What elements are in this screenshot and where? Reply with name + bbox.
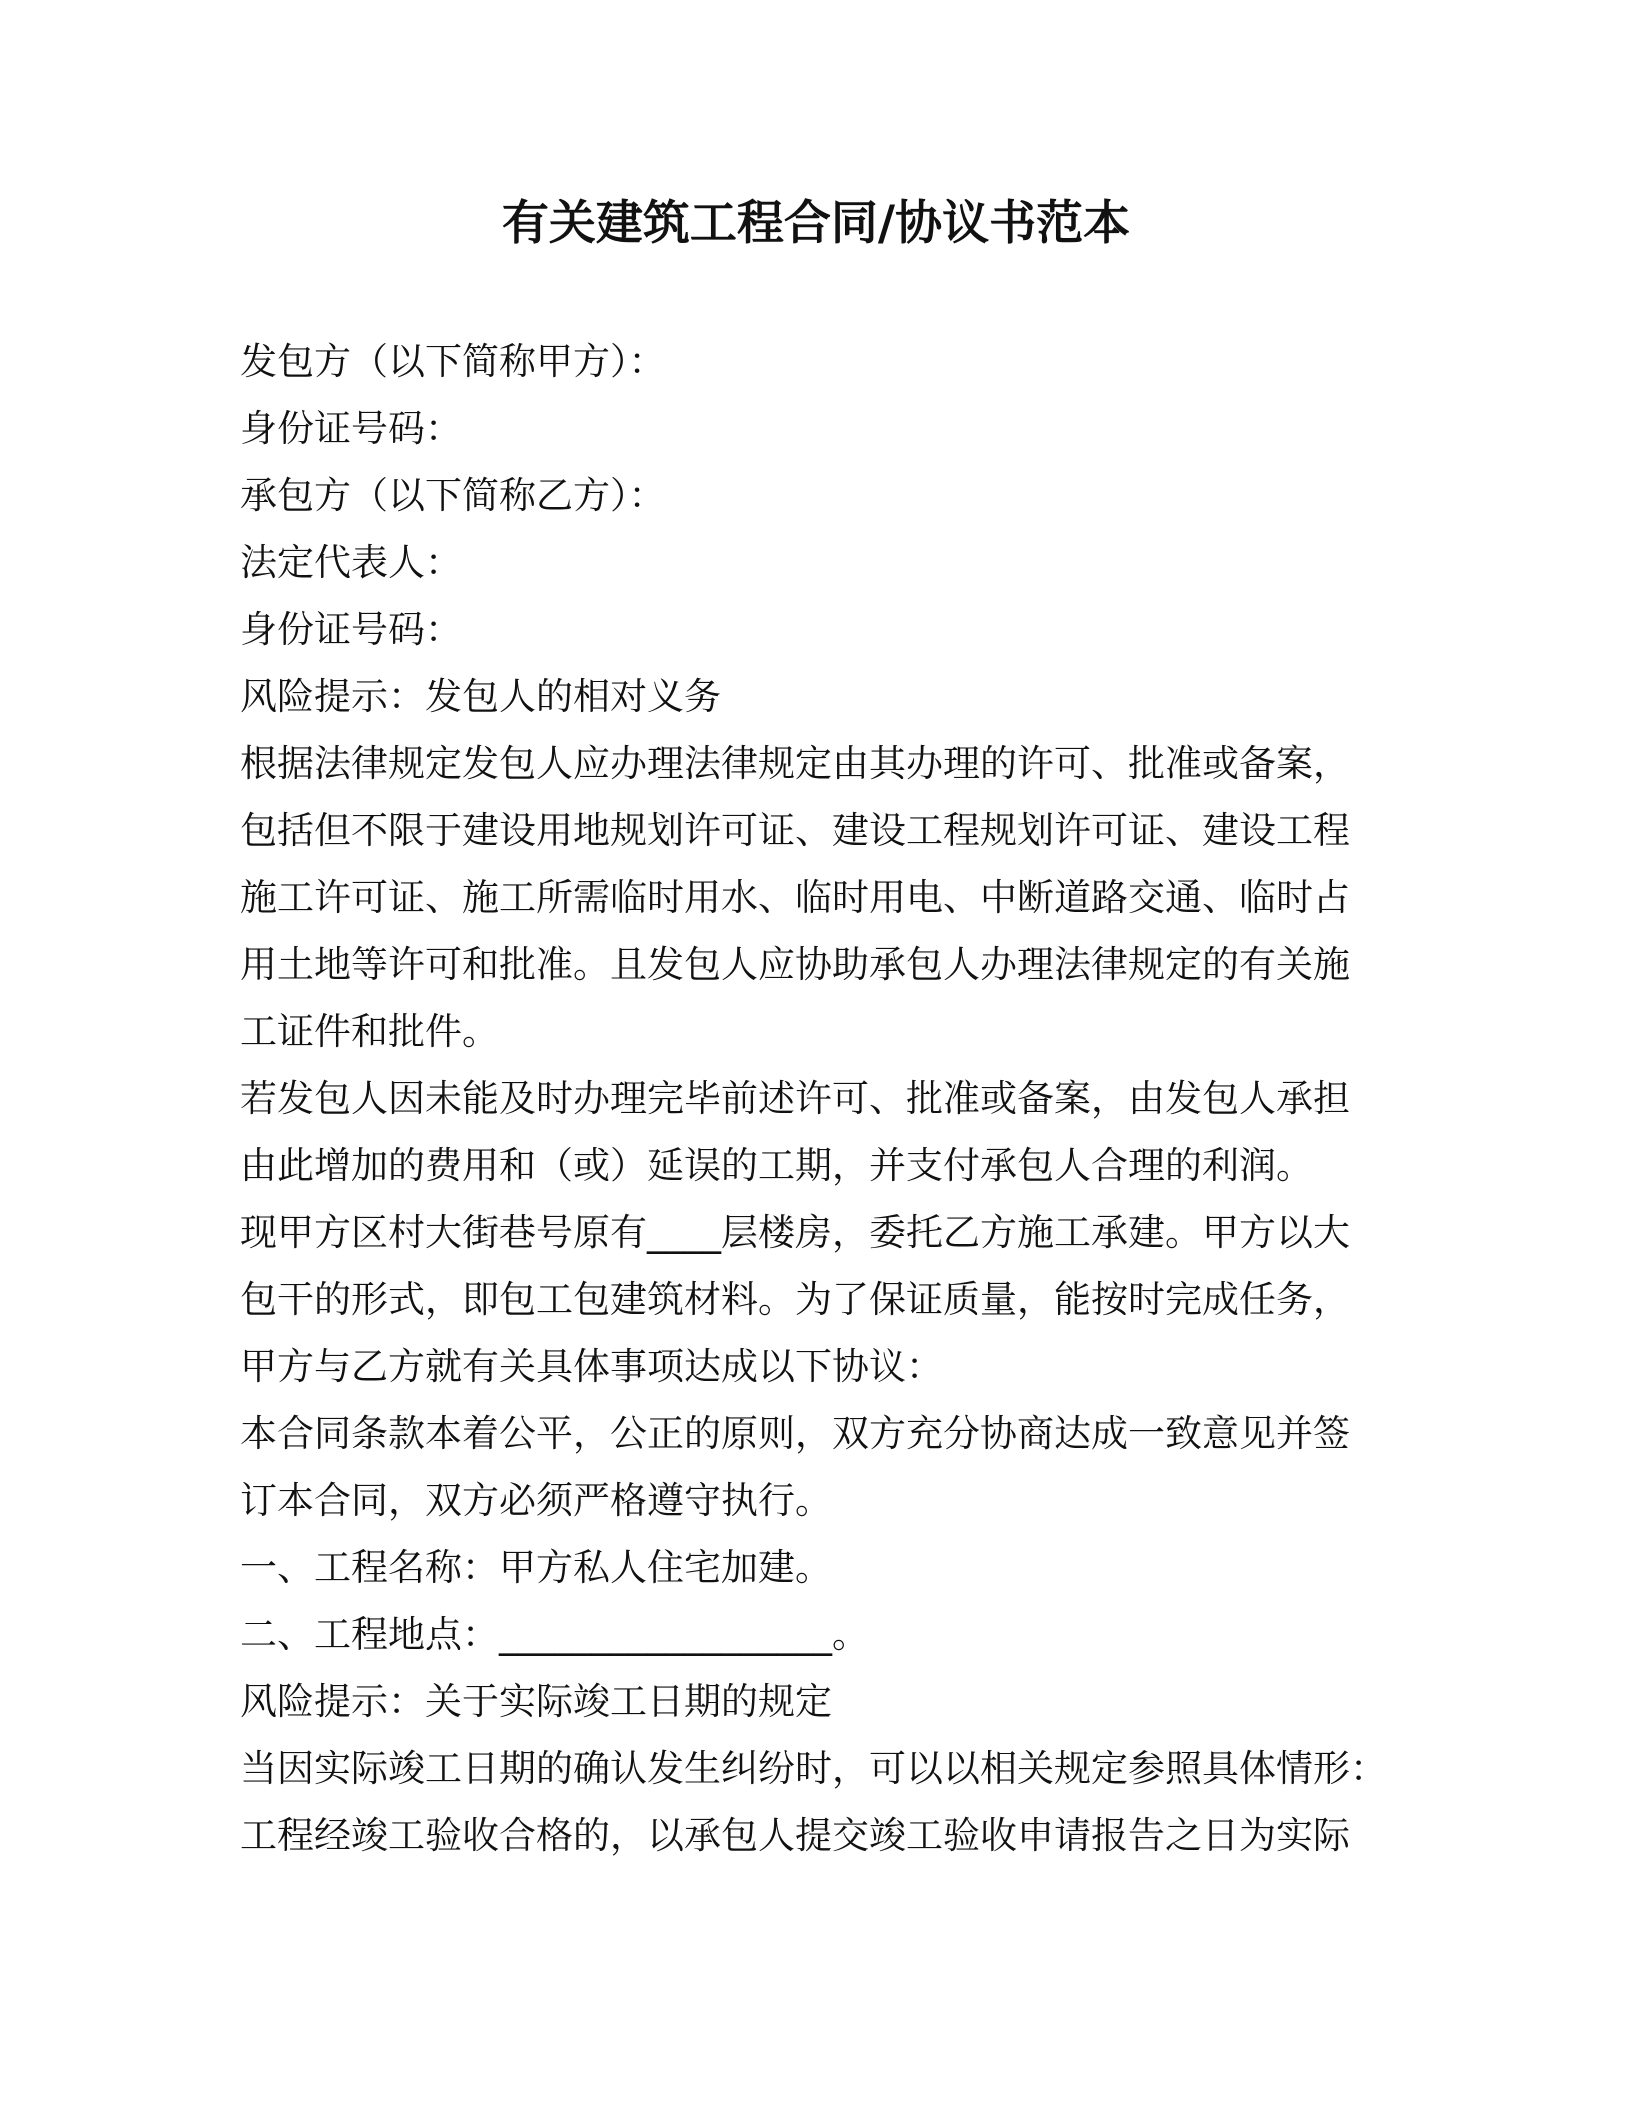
document-body: [240, 328, 1390, 1869]
text-line: 由此增加的费用和（或）延误的工期，并支付承包人合理的利润。: [240, 1144, 1313, 1187]
text-line: 施工许可证、施工所需临时用水、临时用电、中断道路交通、临时占: [240, 876, 1350, 919]
text-line: 风险提示：发包人的相对义务: [240, 675, 721, 718]
text-line: 本合同条款本着公平，公正的原则，双方充分协商达成一致意见并签: [240, 1412, 1350, 1455]
text-line: 若发包人因未能及时办理完毕前述许可、批准或备案，由发包人承担: [240, 1077, 1350, 1120]
text-line: 当因实际竣工日期的确认发生纠纷时，可以以相关规定参照具体情形：: [240, 1747, 1387, 1790]
text-line: 现甲方区村大街巷号原有____层楼房，委托乙方施工承建。甲方以大: [240, 1211, 1350, 1254]
text-line: 身份证号码：: [240, 407, 462, 450]
text-line: 订本合同，双方必须严格遵守执行。: [240, 1479, 832, 1522]
text-line: 根据法律规定发包人应办理法律规定由其办理的许可、批准或备案，: [240, 742, 1350, 785]
text-line: 甲方与乙方就有关具体事项达成以下协议：: [240, 1345, 943, 1388]
text-line: 工证件和批件。: [240, 1010, 499, 1053]
text-line: 身份证号码：: [240, 608, 462, 651]
text-line: 法定代表人：: [240, 541, 462, 584]
text-line: 承包方（以下简称乙方）：: [240, 474, 666, 517]
text-line: 风险提示：关于实际竣工日期的规定: [240, 1680, 832, 1723]
text-line: 二、工程地点：__________________。: [240, 1613, 869, 1656]
text-line: 发包方（以下简称甲方）：: [240, 340, 666, 383]
text-line: 包括但不限于建设用地规划许可证、建设工程规划许可证、建设工程: [240, 809, 1350, 852]
text-line: 工程经竣工验收合格的，以承包人提交竣工验收申请报告之日为实际: [240, 1814, 1350, 1857]
text-line: 一、工程名称：甲方私人住宅加建。: [240, 1546, 832, 1589]
document-title: 有关建筑工程合同/协议书范本: [501, 196, 1131, 251]
text-line: 用土地等许可和批准。且发包人应协助承包人办理法律规定的有关施: [240, 943, 1350, 986]
text-line: 包干的形式，即包工包建筑材料。为了保证质量，能按时完成任务，: [240, 1278, 1350, 1321]
